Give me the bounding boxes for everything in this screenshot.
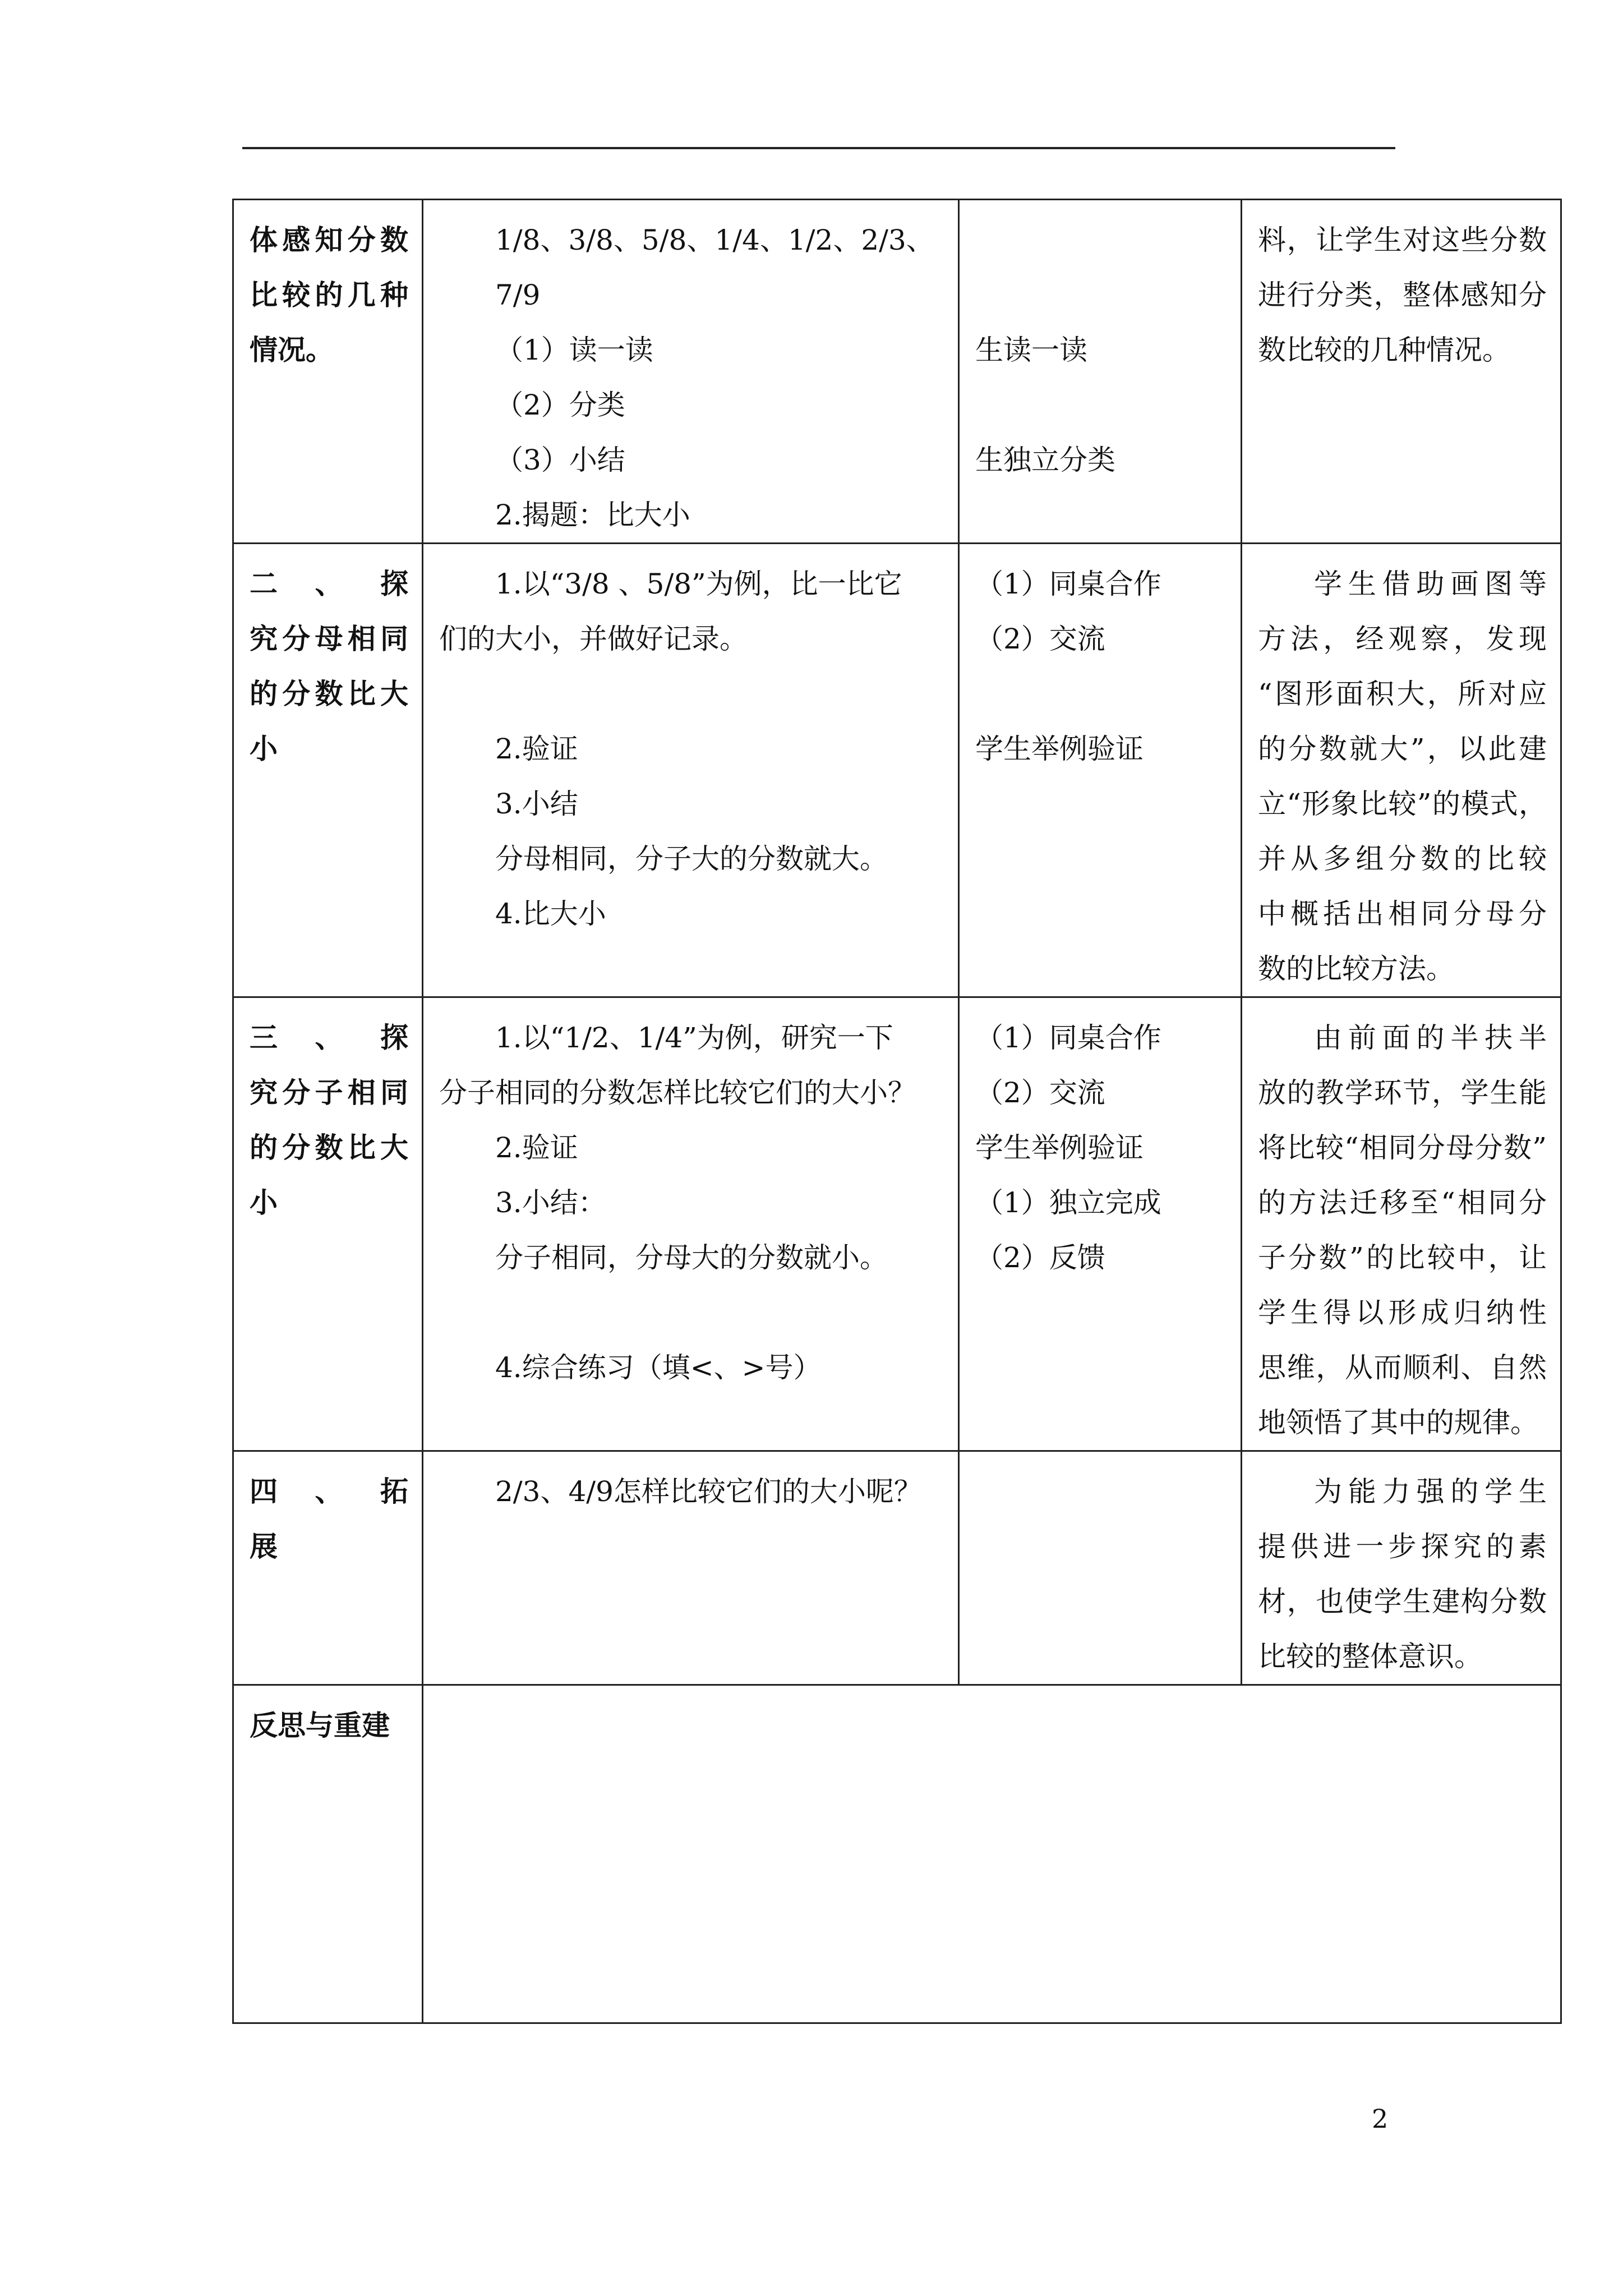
stage-line: 比较的几种: [250, 278, 408, 311]
teacher-line: 4.综合练习（填<、>号）: [495, 1351, 822, 1384]
reflection-label-text: 反思与重建: [250, 1709, 390, 1742]
teacher-line: 2/3、4/9怎样比较它们的大小呢？: [495, 1475, 922, 1508]
student-line: （1）同桌合作: [975, 1022, 1161, 1054]
intent-line: 由前面的半扶半: [1314, 1022, 1547, 1054]
stage-line: 究分母相同: [250, 622, 408, 655]
intent-line: 比较的整体意识。: [1258, 1640, 1482, 1673]
teacher-line: 2.揭题：比大小: [495, 499, 690, 531]
student-activity-cell: [959, 544, 1242, 997]
student-line: （2）交流: [975, 623, 1105, 655]
teacher-line: （2）分类: [495, 389, 625, 421]
teacher-line: [439, 1285, 944, 1340]
intent-line: 并从多组分数的比较: [1258, 843, 1547, 875]
intent-line: 将比较“相同分母分数”: [1258, 1131, 1547, 1164]
stage-line: 小: [250, 1186, 278, 1219]
student-line: 学生举例验证: [975, 1131, 1144, 1164]
teacher-line: 1.以“3/8 、5/8”为例，比一比它: [495, 568, 902, 600]
intent-line: 思维，从而顺利、自然: [1258, 1351, 1547, 1384]
teacher-line: [439, 666, 944, 721]
intent-line: 进行分类，整体感知分: [1258, 279, 1547, 311]
intent-line: 数比较的几种情况。: [1258, 334, 1510, 366]
student-activity-cell: [959, 200, 1242, 544]
teacher-line: 们的大小，并做好记录。: [439, 623, 748, 655]
student-line: 生读一读: [975, 334, 1087, 366]
student-line: [975, 268, 1227, 323]
intent-line: 放的教学环节，学生能: [1258, 1076, 1547, 1109]
table-row: [233, 544, 1561, 997]
stage-cell: [233, 997, 423, 1451]
design-intent-cell: [1242, 997, 1561, 1451]
teacher-line: （1）读一读: [495, 334, 653, 366]
reflection-row: [233, 1685, 1561, 2023]
design-intent-cell: [1242, 200, 1561, 544]
teacher-line: 1/8、3/8、5/8、1/4、1/2、2/3、7/9: [495, 224, 934, 311]
intent-line: 提供进一步探究的素: [1258, 1530, 1547, 1563]
student-line: （1）独立完成: [975, 1186, 1161, 1219]
student-line: [975, 666, 1227, 721]
intent-line: 的方法迁移至“相同分: [1258, 1186, 1547, 1219]
stage-line: 的分数比大: [250, 677, 408, 710]
page-number: 2: [1372, 2104, 1389, 2134]
reflection-content-cell[interactable]: [423, 1685, 1561, 2023]
student-line: 生独立分类: [975, 444, 1115, 476]
teacher-line: 2.验证: [495, 733, 578, 765]
stage-line: 的分数比大: [250, 1131, 408, 1164]
table-row: [233, 997, 1561, 1451]
stage-line: 四、拓: [250, 1475, 408, 1508]
stage-line: 展: [250, 1530, 278, 1563]
intent-line: 地领悟了其中的规律。: [1258, 1406, 1538, 1439]
intent-line: 立“形象比较”的模式，: [1258, 788, 1547, 820]
student-line: [975, 378, 1227, 432]
intent-line: 子分数”的比较中，让: [1258, 1241, 1547, 1274]
intent-line: 数的比较方法。: [1258, 953, 1454, 985]
student-line: 学生举例验证: [975, 733, 1144, 765]
stage-line: 情况。: [250, 333, 334, 366]
teacher-line: 分子相同，分母大的分数就小。: [495, 1241, 888, 1274]
table-row: [233, 200, 1561, 544]
stage-line: 体感知分数: [250, 223, 408, 256]
stage-line: 小: [250, 732, 278, 765]
student-activity-cell: [959, 1451, 1242, 1685]
teacher-line: （3）小结: [495, 444, 625, 476]
teacher-line: 1.以“1/2、1/4”为例，研究一下: [495, 1022, 893, 1054]
stage-cell: [233, 1451, 423, 1685]
design-intent-cell: [1242, 544, 1561, 997]
student-line: （2）交流: [975, 1076, 1105, 1109]
teacher-line: 4.比大小: [495, 898, 606, 930]
header-rule: [242, 147, 1395, 149]
design-intent-cell: [1242, 1451, 1561, 1685]
student-line: [975, 213, 1227, 268]
student-activity-cell: [959, 997, 1242, 1451]
teacher-line: 分子相同的分数怎样比较它们的大小？: [439, 1076, 916, 1109]
intent-line: 方法，经观察，发现: [1258, 623, 1547, 655]
stage-line: 究分子相同: [250, 1076, 408, 1109]
lesson-plan-table: [232, 199, 1562, 2024]
teacher-line: 分母相同，分子大的分数就大。: [495, 843, 888, 875]
stage-cell: [233, 544, 423, 997]
reflection-label: [233, 1685, 423, 2023]
student-line: （1）同桌合作: [975, 568, 1161, 600]
intent-line: 学生得以形成归纳性: [1258, 1296, 1547, 1329]
stage-line: 二、探: [250, 567, 408, 600]
teacher-line: 2.验证: [495, 1131, 578, 1164]
intent-line: 为能力强的学生: [1314, 1475, 1547, 1508]
teacher-activity-cell: [423, 997, 959, 1451]
student-line: （2）反馈: [975, 1241, 1105, 1274]
intent-line: 材，也使学生建构分数: [1258, 1585, 1547, 1618]
teacher-activity-cell: [423, 200, 959, 544]
intent-line: “图形面积大，所对应: [1258, 678, 1547, 710]
teacher-line: 3.小结: [495, 788, 578, 820]
table-row: [233, 1451, 1561, 1685]
stage-line: 三、探: [250, 1021, 408, 1054]
intent-line: 的分数就大”，以此建: [1258, 733, 1547, 765]
stage-cell: [233, 200, 423, 544]
teacher-activity-cell: [423, 544, 959, 997]
teacher-activity-cell: [423, 1451, 959, 1685]
teacher-line: 3.小结：: [495, 1186, 606, 1219]
intent-line: 中概括出相同分母分: [1258, 898, 1547, 930]
intent-line: 学生借助画图等: [1314, 568, 1547, 600]
intent-line: 料，让学生对这些分数: [1258, 224, 1547, 256]
